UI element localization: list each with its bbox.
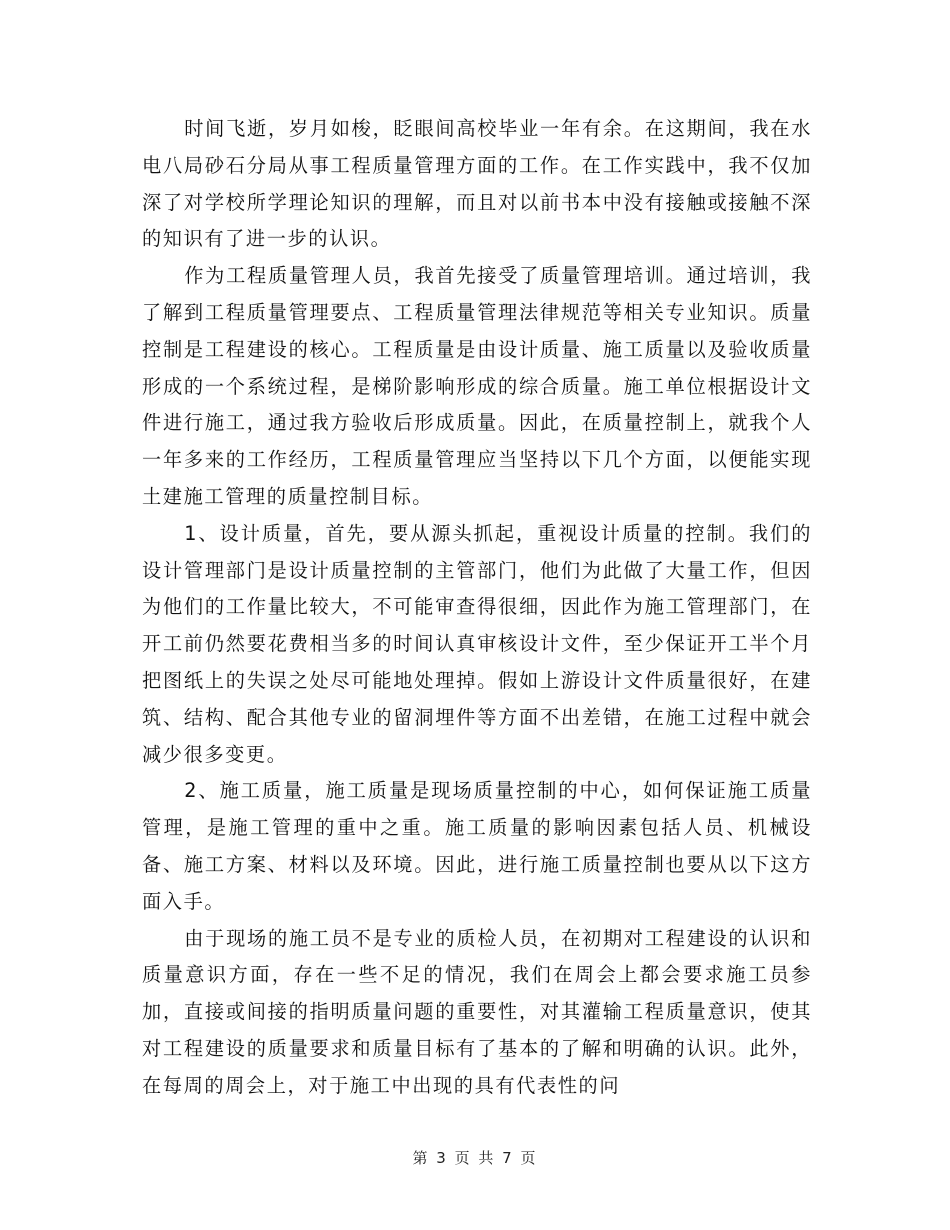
paragraph-1: 时间飞逝，岁月如梭，眨眼间高校毕业一年有余。在这期间，我在水电八局砂石分局从事工程质量管理方面的工作。在工作实践中，我不仅加深了对学校所学理论知识的理解，而且对以前书本中没有接触或接触不深的知识有了进一步的认识。 (142, 117, 812, 251)
page-footer: 第 3 页 共 7 页 (412, 1149, 538, 1167)
paragraph-4: 2、施工质量，施工质量是现场质量控制的中心，如何保证施工质量管理，是施工管理的重中之重。施工质量的影响因素包括人员、机械设备、施工方案、材料以及环境。因此，进行施工质量控制也要从以下这方面入手。 (142, 779, 812, 913)
paragraph-3: 1、设计质量，首先，要从源头抓起，重视设计质量的控制。我们的设计管理部门是设计质量控制的主管部门，他们为此做了大量工作，但因为他们的工作量比较大，不可能审查得很细，因此作为施工管理部门，在开工前仍然要花费相当多的时间认真审核设计文件，至少保证开工半个月把图纸上的失误之处尽可能地处理掉。假如上游设计文件质量很好，在建筑、结构、配合其他专业的留洞埋件等方面不出差错，在施工过程中就会减少很多变更。 (142, 521, 812, 766)
paragraph-5: 由于现场的施工员不是专业的质检人员，在初期对工程建设的认识和质量意识方面，存在一些不足的情况，我们在周会上都会要求施工员参加，直接或间接的指明质量问题的重要性，对其灌输工程质量意识，使其对工程建设的质量要求和质量目标有了基本的了解和明确的认识。此外，在每周的周会上，对于施工中出现的具有代表性的问 (142, 926, 812, 1097)
document-body (142, 111, 812, 1105)
paragraph-2: 作为工程质量管理人员，我首先接受了质量管理培训。通过培训，我了解到工程质量管理要点、工程质量管理法律规范等相关专业知识。质量控制是工程建设的核心。工程质量是由设计质量、施工质量以及验收质量形成的一个系统过程，是梯阶影响形成的综合质量。施工单位根据设计文件进行施工，通过我方验收后形成质量。因此，在质量控制上，就我个人一年多来的工作经历，工程质量管理应当坚持以下几个方面，以便能实现土建施工管理的质量控制目标。 (142, 264, 812, 508)
